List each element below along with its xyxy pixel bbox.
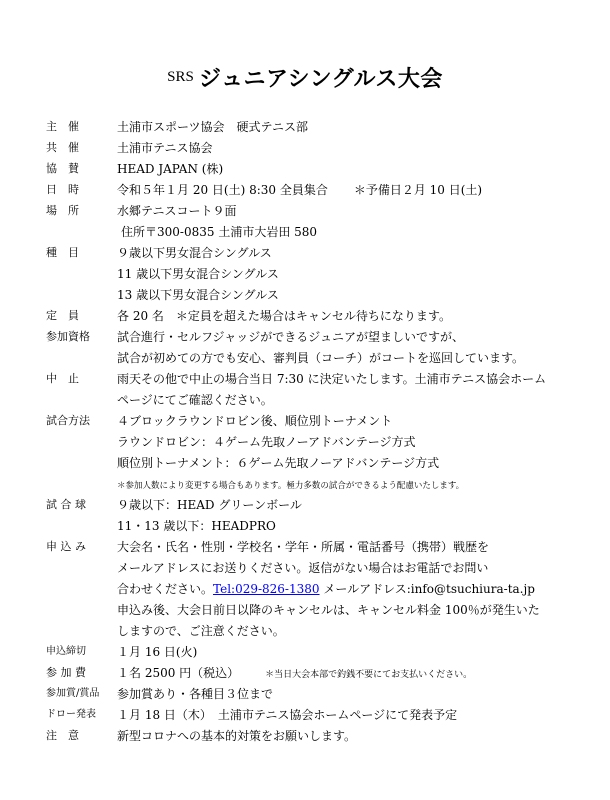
detail-value (117, 624, 285, 639)
detail-value (117, 414, 392, 429)
detail-value-text: 令和５年１月 20 日(土) 8:30 全員集合 (117, 183, 328, 197)
detail-row (0, 328, 610, 349)
detail-row (0, 286, 610, 307)
title-main: ジュニアシングルス大会 (198, 67, 443, 92)
detail-label: 主 催 (46, 120, 79, 133)
detail-value (117, 141, 213, 156)
detail-label: 日 時 (46, 183, 79, 196)
detail-label: 申 込 み (46, 540, 86, 553)
detail-value (117, 246, 272, 261)
detail-value-text: ９歳以下男女混合シングルス (117, 246, 272, 260)
detail-value-extra: ＊当日大会本部で釣銭不要にてお支払いください。 (265, 670, 473, 680)
detail-value (117, 519, 276, 534)
detail-value-text: ＊参加人数により変更する場合もあります。極力多数の試合ができるよう配慮いたします。 (117, 481, 465, 491)
detail-value (117, 456, 439, 471)
detail-row (0, 601, 610, 622)
detail-row (0, 685, 610, 706)
detail-value (117, 204, 237, 219)
detail-label: 参 加 費 (46, 666, 86, 679)
detail-value-text: １月 18 日（木） 土浦市テニス協会ホームページにて発表予定 (117, 708, 458, 722)
detail-value-text: HEAD JAPAN (株) (117, 162, 224, 176)
detail-value (117, 393, 273, 408)
detail-value-text: 13 歳以下男女混合シングルス (117, 288, 279, 302)
detail-value (117, 540, 489, 555)
detail-row (0, 349, 610, 370)
detail-row (0, 727, 610, 748)
detail-value-text: 水郷テニスコート９面 (117, 204, 237, 218)
detail-value (117, 309, 451, 324)
detail-row (0, 391, 610, 412)
detail-value-text: 新型コロナへの基本的対策をお願いします。 (117, 729, 357, 743)
detail-label: 中 止 (46, 372, 79, 385)
detail-row (0, 706, 610, 727)
detail-value (117, 330, 464, 345)
detail-row (0, 475, 610, 496)
detail-value-text: 11 歳以下男女混合シングルス (117, 267, 279, 281)
detail-row (0, 622, 610, 643)
detail-value (121, 225, 317, 240)
detail-label: 協 賛 (46, 162, 79, 175)
detail-value-extra: ＊予備日２月 10 日(土) (353, 183, 483, 197)
detail-label: 参加資格 (46, 330, 90, 343)
detail-value-text: ９歳以下：HEAD グリーンボール (117, 498, 302, 512)
detail-value (117, 288, 279, 303)
detail-value-text: 合わせください。 (117, 582, 214, 596)
detail-row (0, 559, 610, 580)
detail-value (117, 351, 524, 366)
detail-row (0, 454, 610, 475)
detail-row (0, 496, 610, 517)
detail-row (0, 223, 610, 244)
detail-value (117, 435, 416, 450)
detail-value (117, 120, 308, 135)
detail-row (0, 412, 610, 433)
detail-value-text: ラウンドロビン：４ゲーム先取ノーアドバンテージ方式 (117, 435, 416, 449)
detail-value (117, 267, 279, 282)
detail-row (0, 181, 610, 202)
detail-value-text: 試合進行・セルフジャッジができるジュニアが望ましいですが、 (117, 330, 465, 344)
detail-value (117, 603, 540, 618)
detail-value (117, 729, 356, 744)
detail-value (117, 479, 464, 494)
detail-row (0, 244, 610, 265)
detail-value-text: ４ブロックラウンドロビン後、順位別トーナメント (117, 414, 393, 428)
detail-label: 定 員 (46, 309, 79, 322)
detail-row (0, 307, 610, 328)
detail-value-text: 土浦市スポーツ協会 硬式テニス部 (117, 120, 309, 134)
detail-label: 試合方法 (46, 414, 90, 427)
detail-value-text: 順位別トーナメント：６ゲーム先取ノーアドバンテージ方式 (117, 456, 440, 470)
detail-value-text: 各 20 名 ＊定員を超えた場合はキャンセル待ちになります。 (117, 309, 451, 323)
detail-value (117, 498, 302, 513)
page-title (0, 62, 610, 93)
detail-value (117, 687, 273, 702)
detail-value-text: 試合が初めての方でも安心、審判員（コーチ）がコートを巡回しています。 (117, 351, 525, 365)
event-details (0, 118, 610, 748)
detail-value (117, 582, 535, 597)
detail-value-text: 土浦市テニス協会 (117, 141, 213, 155)
detail-value-text: 11・13 歳以下：HEADPRO (117, 519, 276, 533)
detail-row (0, 118, 610, 139)
title-prefix: SRS (167, 69, 194, 85)
detail-value-text: 参加賞あり・各種目３位まで (117, 687, 274, 701)
detail-label: 申込締切 (46, 646, 86, 657)
detail-value (117, 372, 546, 387)
detail-row (0, 664, 610, 685)
detail-value-text: 大会名・氏名・性別・学校名・学年・所属・電話番号（携帯）戦歴を (117, 540, 490, 554)
detail-label: 共 催 (46, 141, 79, 154)
detail-value-text: しますので、ご注意ください。 (117, 624, 285, 638)
detail-value-text: 申込み後、大会日前日以降のキャンセルは、キャンセル料金 100％が発生いた (117, 603, 540, 617)
detail-row (0, 433, 610, 454)
detail-row (0, 160, 610, 181)
detail-value (117, 561, 488, 576)
detail-row (0, 370, 610, 391)
detail-value-extra: メールアドレス:info@tsuchiura-ta.jp (319, 582, 535, 596)
detail-row (0, 643, 610, 664)
detail-label: 注 意 (46, 729, 79, 742)
detail-value (117, 162, 223, 177)
detail-value (117, 645, 197, 660)
detail-value (117, 183, 482, 198)
detail-value-text: １名 2500 円（税込） (117, 666, 240, 680)
detail-value-text: ページにてご確認ください。 (117, 393, 273, 407)
detail-value-text: メールアドレスにお送りください。返信がない場合はお電話でお問い (117, 561, 489, 575)
detail-row (0, 538, 610, 559)
detail-label: 試 合 球 (46, 498, 86, 511)
detail-row (0, 139, 610, 160)
detail-row (0, 580, 610, 601)
detail-label: ドロー発表 (46, 709, 96, 720)
detail-label: 場 所 (46, 204, 79, 217)
detail-value (117, 666, 472, 683)
detail-label: 種 目 (46, 246, 79, 259)
detail-value-text: １月 16 日(火) (117, 645, 198, 659)
detail-label: 参加賞/賞品 (46, 688, 100, 699)
detail-row (0, 202, 610, 223)
detail-value-text: 雨天その他で中止の場合当日 7:30 に決定いたします。土浦市テニス協会ホーム (117, 372, 547, 386)
detail-value (117, 708, 457, 723)
detail-row (0, 265, 610, 286)
detail-value-text: 住所〒300-0835 土浦市大岩田 580 (121, 225, 318, 239)
phone-link[interactable]: Tel:029-826-1380 (213, 582, 320, 596)
detail-row (0, 517, 610, 538)
